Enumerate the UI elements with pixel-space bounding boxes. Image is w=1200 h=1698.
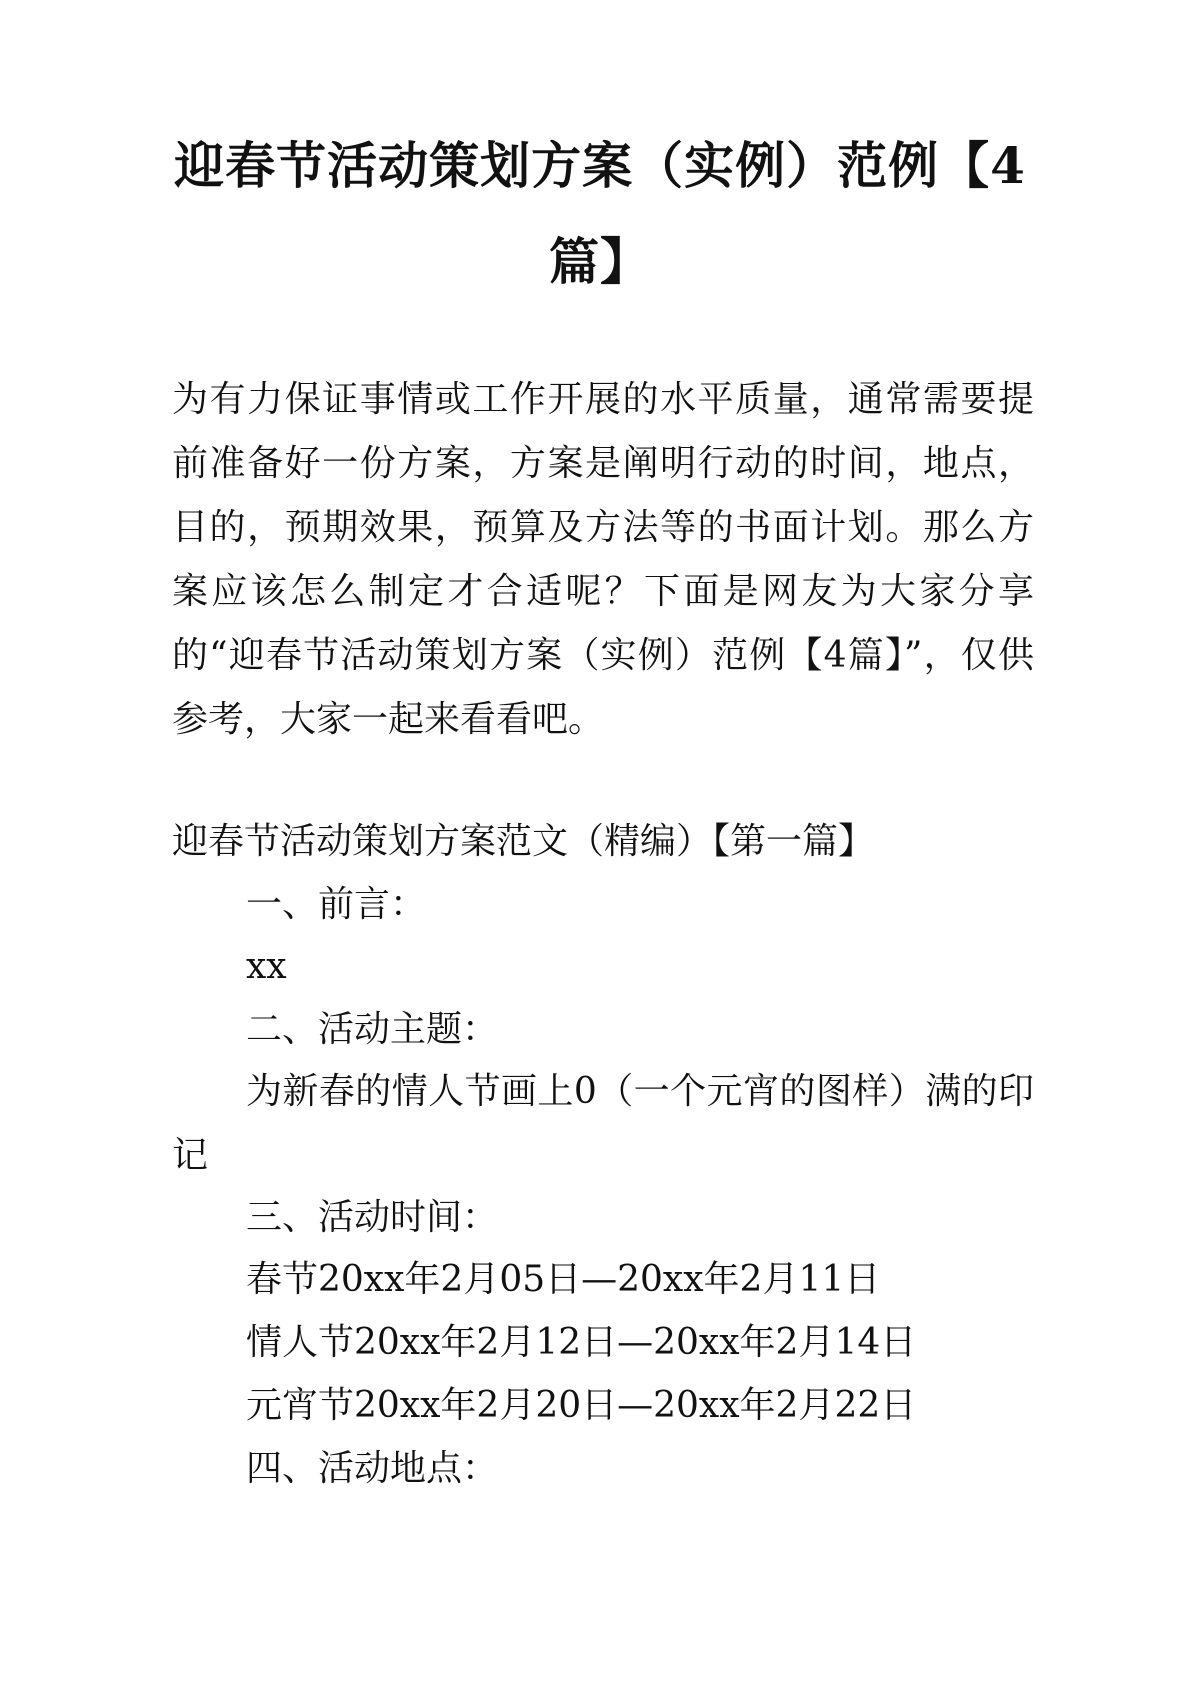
heading-theme: 二、活动主题：	[246, 1009, 499, 1050]
theme-text: 为新春的情人节画上0（一个元宵的图样）满的印记	[172, 1071, 1034, 1176]
heading-time: 三、活动时间：	[246, 1197, 499, 1238]
heading-location: 四、活动地点：	[246, 1448, 499, 1489]
time-lantern-festival: 元宵节20xx年2月20日—20xx年2月22日	[246, 1385, 917, 1426]
time-valentines: 情人节20xx年2月12日—20xx年2月14日	[246, 1322, 917, 1363]
intro-paragraph: 为有力保证事情或工作开展的水平质量，通常需要提前准备好一份方案，方案是阐明行动的时间，地点，目的，预期效果，预算及方法等的书面计划。那么方案应该怎么制定才合适呢？下面是网友为大家分享的“迎春节活动策划方案（实例）范例【4篇】”，仅供参考，大家一起来看看吧。	[172, 379, 1034, 740]
section-title: 迎春节活动策划方案范文（精编）【第一篇】	[172, 821, 875, 862]
document-title: 迎春节活动策划方案（实例）范例【4篇】	[174, 136, 1026, 291]
heading-preface: 一、前言：	[246, 884, 427, 925]
time-spring-festival: 春节20xx年2月05日—20xx年2月11日	[246, 1259, 881, 1300]
preface-text: xx	[246, 946, 287, 987]
